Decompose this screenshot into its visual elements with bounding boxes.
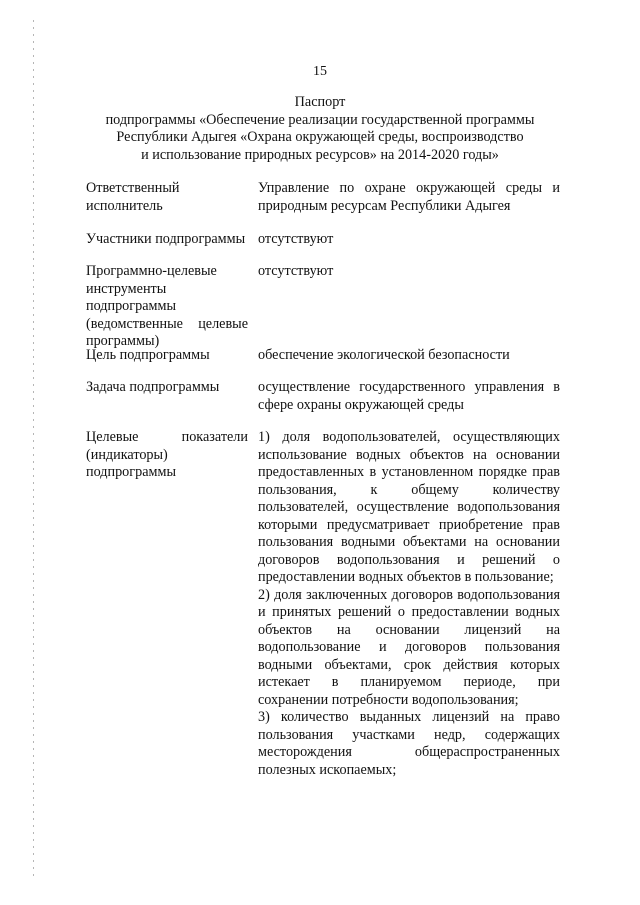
row-label: Участники подпрограммы xyxy=(86,231,246,247)
title-line: и использование природных ресурсов» на 2014-2020 годы» xyxy=(141,146,499,163)
row-label: Целевые показатели (индикаторы) подпрограммы xyxy=(86,429,248,480)
page-number: 15 xyxy=(313,64,327,79)
indicator-item: 2) доля заключенных договоров водопользования и принятых решений о предоставлении водных объектов на основании лицензий на водопользование и договоров пользования водными объектами, срок действия которых истекает в планируемом периоде, при сохранении потребности водопользования; xyxy=(258,586,560,708)
row-label: Задача подпрограммы xyxy=(86,379,220,395)
title-line: подпрограммы «Обеспечение реализации государственной программы xyxy=(105,111,535,128)
row-value: отсутствуют xyxy=(258,263,334,279)
indicator-item: 3) количество выданных лицензий на право пользования участками недр, содержащих месторождения общераспространенных полезных ископаемых; xyxy=(258,709,560,778)
indicator-item: 1) доля водопользователей, осуществляющих использование водных объектов на основании предоставленных в установленном порядке прав пользования, к общему количеству пользователей, осуществление водопользования которыми предусматривает приобретение прав пользования водными объектами на основании договоров водопользования и решений о предоставлении водных объектов в пользование; xyxy=(258,429,560,585)
title-line: Республики Адыгея «Охрана окружающей среды, воспроизводство xyxy=(116,129,524,145)
row-label: Цель подпрограммы xyxy=(86,347,210,363)
row-label: Ответственный исполнитель xyxy=(86,180,180,214)
row-value: Управление по охране окружающей среды и природным ресурсам Республики Адыгея xyxy=(258,180,560,214)
indicator-list xyxy=(258,429,560,779)
row-value: отсутствуют xyxy=(258,231,334,247)
passport-title xyxy=(80,94,560,164)
row-value: обеспечение экологической безопасности xyxy=(258,347,510,363)
row-label: Программно-целевые инструменты подпрограммы (ведомственные целевые программы) xyxy=(86,263,248,349)
row-value: осуществление государственного управления в сфере охраны окружающей среды xyxy=(258,379,560,413)
title-heading: Паспорт xyxy=(294,94,346,110)
scan-margin-marks xyxy=(33,20,34,880)
